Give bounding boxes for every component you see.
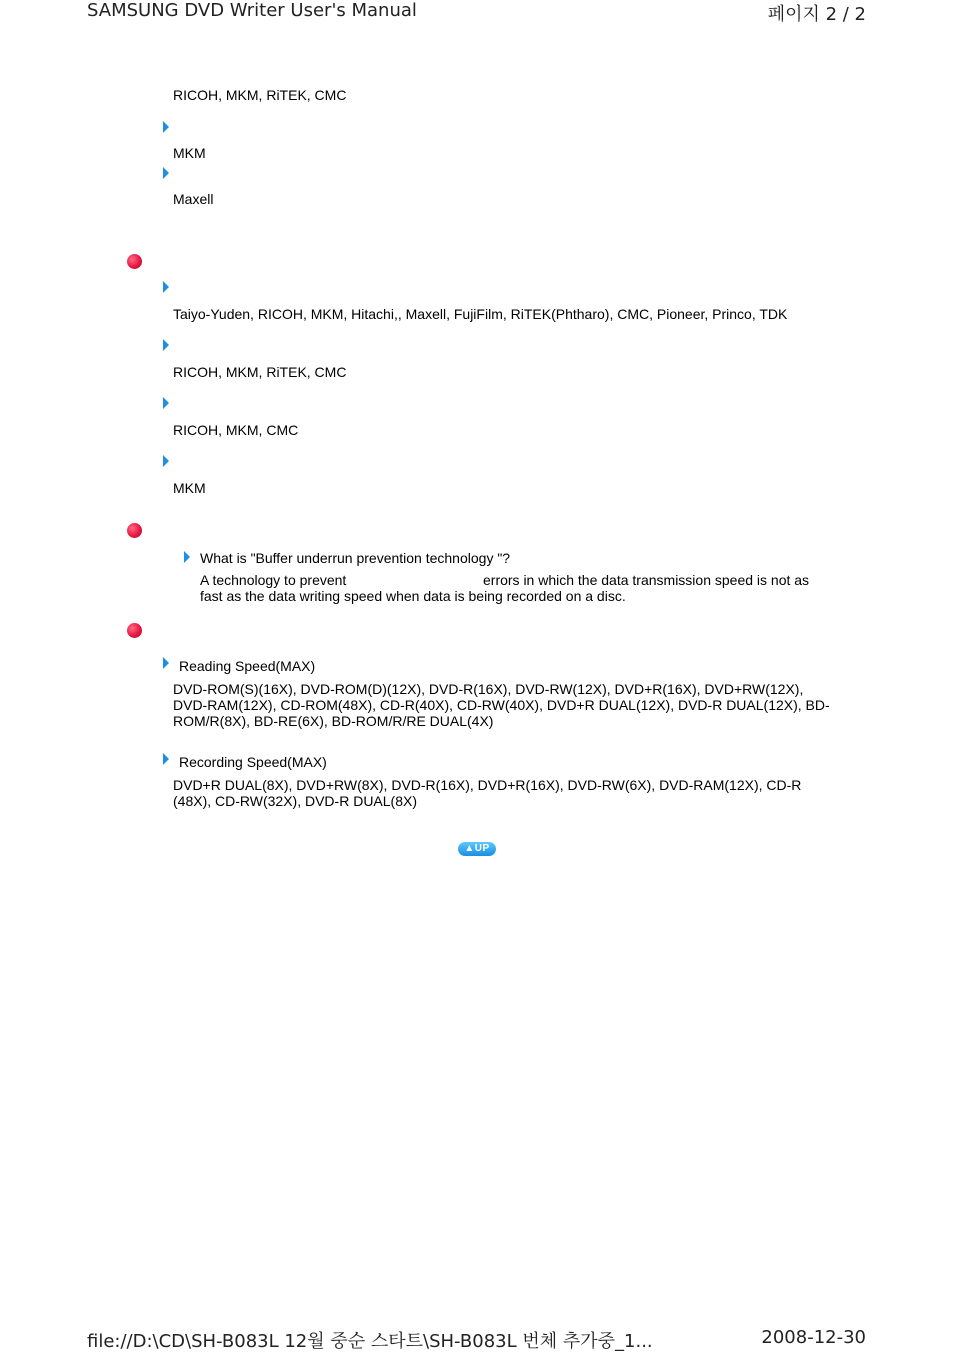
bullet-dot-icon (127, 523, 142, 538)
arrow-icon (162, 656, 170, 670)
recording-speed-text: DVD+R DUAL(8X), DVD+RW(8X), DVD-R(16X), DVD+R(16X), DVD-RW(6X), DVD-RAM(12X), CD-R (48X), CD-RW(32X), DVD-R DUAL(8X) (173, 777, 802, 809)
manufacturer-list: RICOH, MKM, RiTEK, CMC (173, 364, 347, 380)
buffer-answer-middle: errors in which the data transmission speed is not as (483, 572, 810, 588)
arrow-icon (162, 120, 170, 134)
arrow-icon (162, 338, 170, 352)
arrow-icon (162, 166, 170, 180)
manufacturer-list: MKM (173, 480, 206, 496)
reading-speed-text: DVD-ROM(S)(16X), DVD-ROM(D)(12X), DVD-R(16X), DVD-RW(12X), DVD+R(16X), DVD+RW(12X), DVD-RAM(12X), CD-ROM(48X), CD-R(40X), CD-RW(40X), DVD+R DUAL(12X), DVD-R DUAL(12X), BD-ROM/R(8X), BD-RE(6X), BD-ROM/R/RE DUAL(4X) (173, 681, 830, 729)
footer-date: 2008-12-30 (761, 1327, 866, 1348)
recording-speed-label: Recording Speed(MAX) (179, 754, 327, 770)
arrow-icon (162, 454, 170, 468)
manufacturer-list: Maxell (173, 191, 214, 207)
arrow-icon (162, 752, 170, 766)
manufacturer-list: Taiyo-Yuden, RICOH, MKM, Hitachi,, Maxell, FujiFilm, RiTEK(Phtharo), CMC, Pioneer, Princo, TDK (173, 306, 788, 322)
up-button[interactable]: ▲UP (458, 842, 496, 856)
manufacturer-list: RICOH, MKM, CMC (173, 422, 299, 438)
buffer-question: What is "Buffer underrun prevention technology "? (200, 550, 511, 566)
bullet-dot-icon (127, 254, 142, 269)
buffer-answer-end: fast as the data writing speed when data is being recorded on a disc. (200, 588, 626, 604)
bullet-dot-icon (127, 623, 142, 638)
manufacturer-list: MKM (173, 145, 206, 161)
buffer-answer-start: A technology to prevent (200, 572, 347, 588)
header-page-number: 페이지 2 / 2 (767, 4, 866, 25)
manufacturer-list: RICOH, MKM, RiTEK, CMC (173, 87, 347, 103)
reading-speed-label: Reading Speed(MAX) (179, 658, 316, 674)
footer-file-path: file://D:\CD\SH-B083L 12월 중순 스타트\SH-B083L 번체 추가중_1... (87, 1331, 653, 1352)
arrow-icon (162, 280, 170, 294)
arrow-icon (162, 396, 170, 410)
arrow-icon (183, 550, 191, 564)
header-title: SAMSUNG DVD Writer User's Manual (87, 0, 417, 21)
